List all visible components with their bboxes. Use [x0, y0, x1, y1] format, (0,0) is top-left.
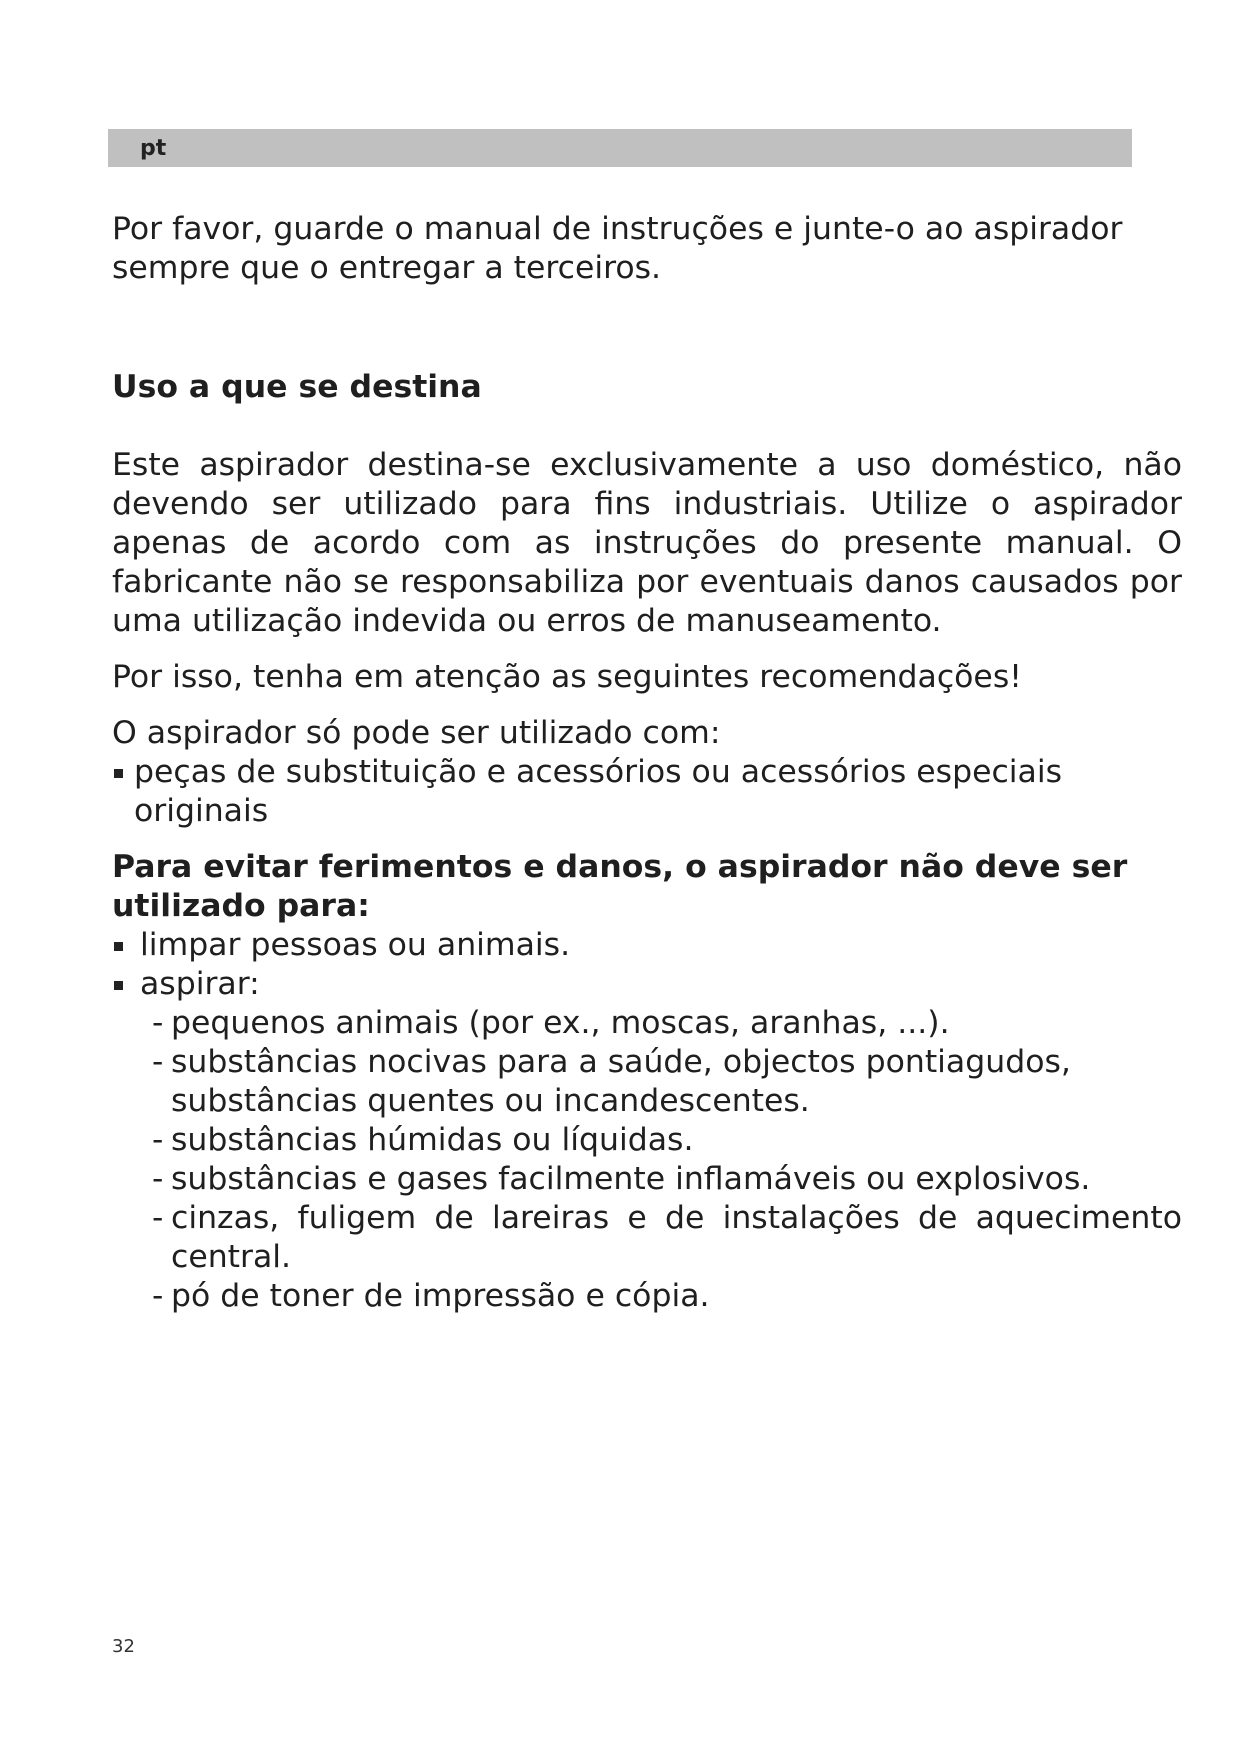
list-item: - pequenos animais (por ex., moscas, aranhas, ...).: [152, 1004, 1182, 1043]
language-header-bar: [108, 129, 1132, 167]
section-title: Uso a que se destina: [112, 369, 482, 405]
list-item: - substâncias nocivas para a saúde, objectos pontiagudos, substâncias quentes ou incandescentes.: [152, 1043, 1182, 1121]
intro-paragraph: Por favor, guarde o manual de instruções e junte-o ao aspirador sempre que o entregar a terceiros.: [112, 211, 1123, 286]
usage-list: [112, 753, 1182, 831]
list-item: limpar pessoas ou animais.: [112, 926, 1182, 965]
list-item: - substâncias e gases facilmente inflamáveis ou explosivos.: [152, 1160, 1182, 1199]
usage-intro: O aspirador só pode ser utilizado com:: [112, 715, 721, 751]
list-item: - pó de toner de impressão e cópia.: [152, 1277, 1182, 1316]
prohibited-sublist: [112, 1004, 1182, 1316]
page-number: 32: [112, 1636, 135, 1657]
list-item: peças de substituição e acessórios ou acessórios especiais originais: [112, 753, 1182, 831]
warning-heading: Para evitar ferimentos e danos, o aspirador não deve ser utilizado para:: [112, 849, 1128, 924]
list-item: - cinzas, fuligem de lareiras e de instalações de aquecimento central.: [152, 1199, 1182, 1277]
page-content: [112, 210, 1182, 1316]
intended-use-paragraph: Este aspirador destina-se exclusivamente a uso doméstico, não devendo ser utilizado para fins industriais. Utilize o aspirador apenas de acordo com as instruções do presente manual. O fabricante não se responsabiliza por eventuais danos causados por uma utilização indevida ou erros de manuseamento.: [112, 447, 1182, 639]
list-item: aspirar:: [112, 965, 1182, 1004]
prohibited-list: [112, 926, 1182, 1004]
list-item: - substâncias húmidas ou líquidas.: [152, 1121, 1182, 1160]
notice-paragraph: Por isso, tenha em atenção as seguintes recomendações!: [112, 659, 1022, 695]
language-label: pt: [140, 136, 167, 161]
